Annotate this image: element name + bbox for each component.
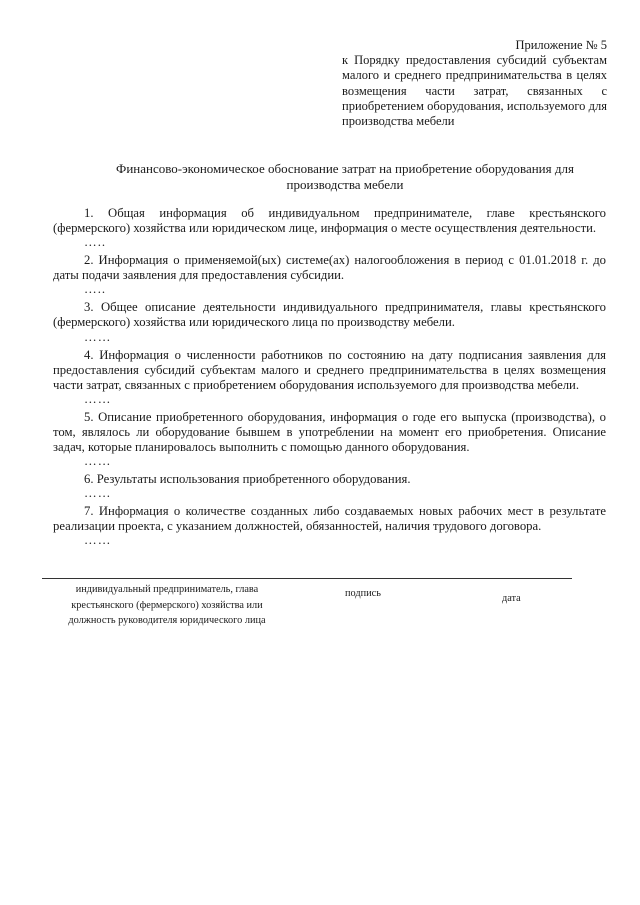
item-text: 2. Информация о применяемой(ых) системе(ах) налогообложения в период с 01.01.2018 г. до даты подачи заявления для предоставления субсидии. <box>53 253 606 283</box>
signature-role-line: должность руководителя юридического лица <box>68 615 266 627</box>
item-text: 4. Информация о численности работников по состоянию на дату подписания заявления для предоставления субсидий субъектам малого и среднего предпринимательства в целях возмещения части затрат, связанных с приобретением оборудования используемого для производства мебели. <box>53 347 606 392</box>
list-item <box>53 300 606 342</box>
signature-caption: подпись <box>345 588 381 599</box>
item-text: 7. Информация о количестве созданных либо создаваемых новых рабочих мест в результате реализации проекта, с указанием должностей, обязанностей, наличия трудового договора. <box>53 504 606 534</box>
signature-line <box>42 578 572 579</box>
list-item <box>53 206 606 248</box>
appendix-title: Приложение № 5 <box>515 38 607 52</box>
list-item <box>53 504 606 546</box>
list-item <box>53 410 606 467</box>
date-caption: дата <box>502 593 521 604</box>
item-text: 1. Общая информация об индивидуальном предпринимателе, главе крестьянского (фермерского) хозяйства или юридическом лице, информация о месте осуществления деятельности. <box>53 206 606 236</box>
item-placeholder-dots: ….. <box>84 282 107 297</box>
item-text: 6. Результаты использования приобретенного оборудования. <box>84 472 411 487</box>
item-text: 3. Общее описание деятельности индивидуального предпринимателя, главы крестьянского (фермерского) хозяйства или юридического лица по производству мебели. <box>53 300 606 330</box>
signature-role-caption <box>52 582 282 629</box>
items-list <box>53 206 606 551</box>
list-item <box>53 472 606 499</box>
item-placeholder-dots: …… <box>84 486 112 501</box>
signature-role-line: крестьянского (фермерского) хозяйства или <box>71 599 263 611</box>
document-title: Финансово-экономическое обоснование затрат на приобретение оборудования для производства мебели <box>116 161 574 192</box>
appendix-header <box>342 38 607 129</box>
item-placeholder-dots: ….. <box>84 235 107 250</box>
item-text: 5. Описание приобретенного оборудования, информация о годе его выпуска (производства), о том, являлось ли оборудование бывшем в употреблении на момент его приобретения. Описание задач, которые планировалось выполнить с помощью данного оборудования. <box>53 409 606 455</box>
item-placeholder-dots: …… <box>84 391 112 406</box>
list-item <box>53 348 606 405</box>
signature-role-line: индивидуальный предприниматель, глава <box>75 584 259 595</box>
appendix-text: к Порядку предоставления субсидий субъектам малого и среднего предпринимательства в целях возмещения части затрат, связанных с приобретением оборудования, используемого для производства мебели <box>342 53 607 129</box>
item-placeholder-dots: …… <box>84 329 112 344</box>
item-placeholder-dots: …… <box>84 533 112 548</box>
item-placeholder-dots: …… <box>84 454 112 469</box>
list-item <box>53 253 606 295</box>
